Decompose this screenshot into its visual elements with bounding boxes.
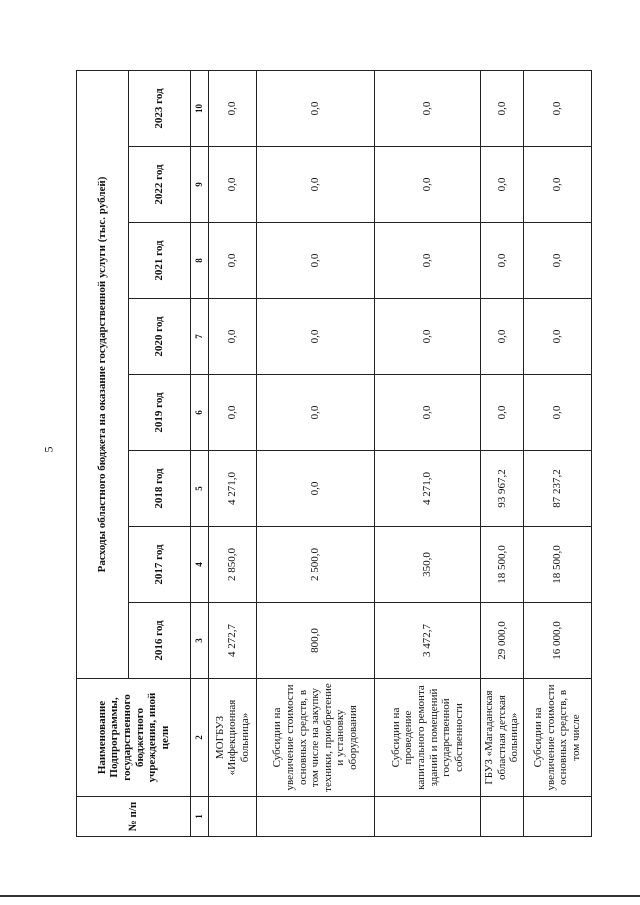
row-value: 0,0	[523, 70, 591, 146]
column-number: 5	[191, 451, 209, 527]
row-value: 0,0	[257, 223, 375, 299]
row-value: 0,0	[523, 223, 591, 299]
row-value: 2 850,0	[209, 527, 257, 603]
column-number: 4	[191, 527, 209, 603]
row-value: 0,0	[375, 375, 481, 451]
row-number	[481, 797, 524, 837]
header-year: 2023 год	[129, 70, 191, 146]
row-value: 18 500,0	[523, 527, 591, 603]
column-number: 8	[191, 223, 209, 299]
header-expenses: Расходы областного бюджета на оказание государственной услуги (тыс. рублей)	[77, 70, 129, 678]
row-value: 0,0	[209, 375, 257, 451]
column-numbers-row	[191, 70, 209, 836]
row-value: 350,0	[375, 527, 481, 603]
row-value: 0,0	[209, 70, 257, 146]
row-value: 0,0	[481, 375, 524, 451]
row-value: 0,0	[375, 70, 481, 146]
row-value: 0,0	[481, 70, 524, 146]
scan-edge-line	[0, 895, 640, 897]
row-value: 0,0	[257, 375, 375, 451]
row-value: 0,0	[209, 299, 257, 375]
column-number: 7	[191, 299, 209, 375]
header-year: 2016 год	[129, 603, 191, 679]
column-number: 1	[191, 797, 209, 837]
budget-table	[76, 70, 592, 837]
row-name: Субсидии на проведение капитального ремонта зданий и помещений государственной собственности	[375, 679, 481, 797]
row-value: 0,0	[375, 299, 481, 375]
row-value: 0,0	[257, 147, 375, 223]
header-year: 2022 год	[129, 147, 191, 223]
page-number: 5	[41, 446, 56, 453]
row-number	[257, 797, 375, 837]
row-value: 29 000,0	[481, 603, 524, 679]
column-number: 2	[191, 679, 209, 797]
budget-table-container	[76, 71, 583, 837]
column-number: 6	[191, 375, 209, 451]
row-name: Субсидии на увеличение стоимости основных средств, в том числе на закупку техники, приобретение и установку оборудования	[257, 679, 375, 797]
table-row	[523, 70, 591, 836]
column-number: 3	[191, 603, 209, 679]
row-value: 16 000,0	[523, 603, 591, 679]
row-value: 0,0	[209, 223, 257, 299]
row-value: 2 500,0	[257, 527, 375, 603]
row-value: 0,0	[481, 223, 524, 299]
row-value: 0,0	[481, 299, 524, 375]
row-value: 4 272,7	[209, 603, 257, 679]
header-year: 2017 год	[129, 527, 191, 603]
row-value: 0,0	[257, 299, 375, 375]
row-value: 3 472,7	[375, 603, 481, 679]
row-value: 0,0	[375, 147, 481, 223]
column-number: 9	[191, 147, 209, 223]
header-year: 2021 год	[129, 223, 191, 299]
row-value: 93 967,2	[481, 451, 524, 527]
row-value: 0,0	[375, 223, 481, 299]
row-value: 4 271,0	[209, 451, 257, 527]
row-value: 0,0	[523, 375, 591, 451]
table-row	[375, 70, 481, 836]
column-number: 10	[191, 70, 209, 146]
row-value: 18 500,0	[481, 527, 524, 603]
row-name: ГБУЗ «Магаданская областная детская больница»	[481, 679, 524, 797]
header-year: 2019 год	[129, 375, 191, 451]
row-number	[375, 797, 481, 837]
row-value: 0,0	[257, 70, 375, 146]
row-value: 0,0	[209, 147, 257, 223]
row-number	[523, 797, 591, 837]
row-value: 800,0	[257, 603, 375, 679]
table-row	[257, 70, 375, 836]
row-name: Субсидии на увеличение стоимости основных средств, в том числе	[523, 679, 591, 797]
row-value: 87 237,2	[523, 451, 591, 527]
row-value: 0,0	[257, 451, 375, 527]
table-row	[209, 70, 257, 836]
row-name: МОГБУЗ «Инфекционная больница»	[209, 679, 257, 797]
row-value: 0,0	[523, 299, 591, 375]
row-value: 0,0	[523, 147, 591, 223]
header-year: 2020 год	[129, 299, 191, 375]
header-year: 2018 год	[129, 451, 191, 527]
table-row	[481, 70, 524, 836]
row-number	[209, 797, 257, 837]
header-number: № п/п	[77, 797, 191, 837]
row-value: 0,0	[481, 147, 524, 223]
header-name: Наименование Подпрограммы, государственного бюджетного учреждения, иной цели	[77, 679, 191, 797]
row-value: 4 271,0	[375, 451, 481, 527]
